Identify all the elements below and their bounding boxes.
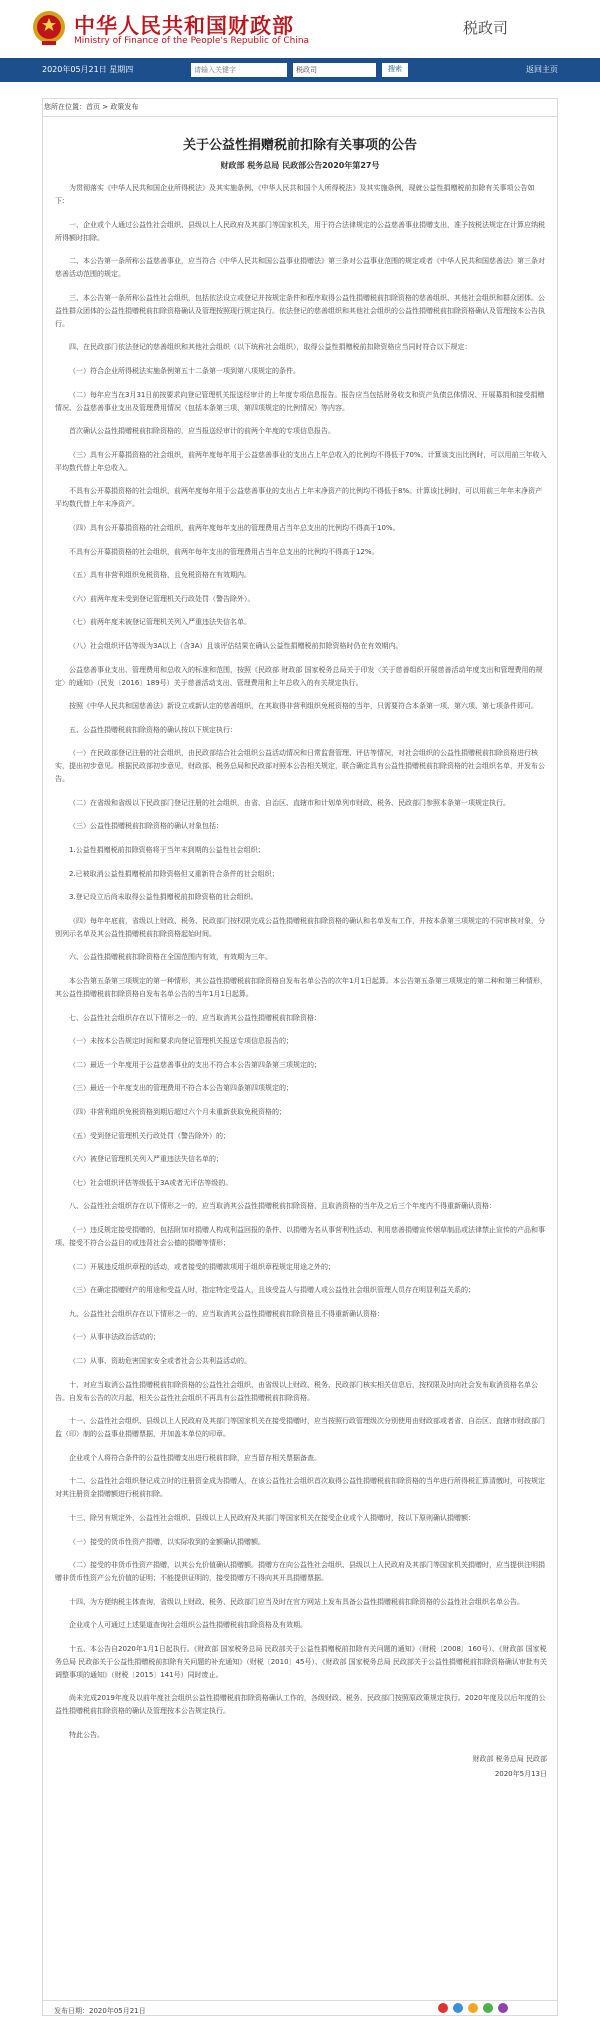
- article-paragraph: 一、企业或个人通过公益性社会组织、县级以上人民政府及其部门等国家机关，用于符合法律规定的公益慈善事业捐赠支出，准予按税法规定在计算应纳税所得额时扣除。: [55, 220, 545, 242]
- article-paragraph: 四、在民政部门依法登记的慈善组织和其他社会组织（以下统称社会组织），取得公益性捐赠税前扣除资格应当同时符合以下规定：: [69, 343, 472, 352]
- article-paragraph: 三、本公告第一条所称公益性社会组织，包括依法设立或登记并按规定条件和程序取得公益性捐赠税前扣除资格的慈善组织、其他社会组织和群众团体。公益性群众团体的公益性捐赠税前扣除资格确认及管理按照现行规定执行。依法登记的慈善组织和其他社会组织的公益性捐赠税前扣除资格确认及管理按本公告执行。: [55, 293, 545, 328]
- article-paragraph: 2.已被取消公益性捐赠税前扣除资格但又重新符合条件的社会组织；: [69, 869, 279, 878]
- national-emblem-icon: [32, 9, 66, 47]
- search-button[interactable]: 搜索: [382, 63, 408, 77]
- article-paragraph: 公益慈善事业支出、管理费用和总收入的标准和范围，按照《民政部 财政部 国家税务总局关于印发〈关于慈善组织开展慈善活动年度支出和管理费用的规定〉的通知》（民发〔2016〕189号）关于慈善活动支出、管理费用和上年总收入的有关规定执行。: [55, 665, 543, 687]
- signatories: 财政部 税务总局 民政部: [472, 1754, 547, 1763]
- article-paragraph: （二）开展违反组织章程的活动，或者接受的捐赠款项用于组织章程规定用途之外的；: [69, 1262, 335, 1271]
- divider: [42, 2000, 558, 2001]
- article-paragraph: （一）符合企业所得税法实施条例第五十二条第一项到第八项规定的条件。: [69, 366, 300, 375]
- article-paragraph: （一）接受的货币性资产捐赠，以实际收到的金额确认捐赠额。: [69, 1537, 265, 1546]
- search-input[interactable]: [191, 63, 287, 77]
- article-paragraph: （二）每年应当在3月31日前按要求向登记管理机关报送经审计的上年度专项信息报告。报告应当包括财务收支和资产负债总体情况、开展募捐和接受捐赠情况、公益慈善事业支出及管理费用情况（包括本条第三项、第四项规定的比例情况）等内容。: [55, 390, 545, 412]
- home-link[interactable]: 返回主页: [526, 65, 558, 74]
- article-paragraph: 十三、除另有规定外，公益性社会组织、县级以上人民政府及其部门等国家机关在接受企业或个人捐赠时，按以下原则确认捐赠额：: [69, 1513, 475, 1522]
- article-paragraph: 七、公益性社会组织存在以下情形之一的，应当取消其公益性捐赠税前扣除资格：: [69, 1013, 321, 1022]
- article-paragraph: 本公告第五条第三项规定的第一种情形，其公益性捐赠税前扣除资格自发布名单公告的次年1月1日起算。本公告第五条第三项规定的第二种和第三种情形，其公益性捐赠税前扣除资格自发布名单公告的当年1月1日起算。: [55, 977, 547, 999]
- top-bar: [0, 58, 600, 82]
- article-paragraph: 八、公益性社会组织存在以下情形之一的，应当取消其公益性捐赠税前扣除资格，且取消资格的当年及之后三个年度内不得重新确认资格：: [69, 1202, 496, 1211]
- article-paragraph: （六）前两年度未受到登记管理机关行政处罚（警告除外）。: [69, 594, 255, 603]
- article-paragraph: 特此公告。: [69, 1731, 104, 1740]
- article-paragraph: 1.公益性捐赠税前扣除资格将于当年末到期的公益性社会组织；: [69, 846, 265, 855]
- article-paragraph: （一）违反规定接受捐赠的，包括附加对捐赠人构成利益回报的条件、以捐赠为名从事营利性活动、利用慈善捐赠宣传烟草制品或法律禁止宣传的产品和事项、接受不符合公益目的或违背社会公德的捐赠等情形；: [55, 1225, 545, 1247]
- article-paragraph: （四）具有公开募捐资格的社会组织，前两年度每年支出的管理费用占当年总支出的比例均不得高于10%。: [69, 523, 400, 532]
- share-toolbar: [438, 2003, 508, 2013]
- article-paragraph: （三）在确定捐赠财产的用途和受益人时，指定特定受益人，且该受益人与捐赠人或公益性社会组织管理人员存在明显利益关系的；: [69, 1286, 475, 1295]
- share-icon[interactable]: [438, 2003, 448, 2013]
- article-paragraph: 不具有公开募捐资格的社会组织，前两年每年支出的管理费用占当年总支出的比例均不得高于12%。: [69, 547, 379, 556]
- article-paragraph: （一）从事非法政治活动的；: [69, 1333, 160, 1342]
- article-paragraph: 为贯彻落实《中华人民共和国企业所得税法》及其实施条例、《中华人民共和国个人所得税法》及其实施条例，现就公益性捐赠税前扣除有关事项公告如下：: [55, 184, 535, 205]
- article-paragraph: （二）从事、资助危害国家安全或者社会公共利益活动的。: [69, 1356, 251, 1365]
- article-paragraph: 按照《中华人民共和国慈善法》新设立或新认定的慈善组织，在其取得非营利组织免税资格的当年，只需要符合本条第一项、第六项、第七项条件即可。: [69, 702, 538, 711]
- share-icon[interactable]: [483, 2003, 493, 2013]
- article-paragraph: 十、对应当取消公益性捐赠税前扣除资格的公益性社会组织，由省级以上财政、税务、民政部门核实相关信息后，按权限及时向社会发布取消资格名单公告。自发布公告的次月起，相关公益性社会组织不再具有公益性捐赠税前扣除资格。: [55, 1380, 538, 1402]
- article-paragraph: （四）每年年底前，省级以上财政、税务、民政部门按权限完成公益性捐赠税前扣除资格的确认和名单发布工作，并按本条第三项规定的不同审核对象，分别列示名单及其公益性捐赠税前扣除资格起始时间。: [55, 916, 545, 938]
- article-paragraph: （三）公益性捐赠税前扣除资格的确认对象包括：: [69, 822, 223, 831]
- site-subtitle: Ministry of Finance of the People's Republic of China: [74, 36, 310, 46]
- publish-date: 发布日期：2020年05月21日: [54, 2007, 146, 2015]
- article-paragraph: （二）最近一个年度用于公益慈善事业的支出不符合本公告第四条第三项规定的；: [69, 1060, 321, 1069]
- article-body: [55, 182, 547, 1783]
- page-title: 关于公益性捐赠税前扣除有关事项的公告: [182, 138, 417, 153]
- article-paragraph: （三）最近一个年度支出的管理费用不符合本公告第四条第四项规定的；: [69, 1084, 293, 1093]
- article-paragraph: 二、本公告第一条所称公益慈善事业，应当符合《中华人民共和国公益事业捐赠法》第三条对公益事业范围的规定或者《中华人民共和国慈善法》第三条对慈善活动范围的规定。: [55, 257, 545, 279]
- document-number: 财政部 税务总局 民政部公告2020年第27号: [220, 161, 380, 170]
- article-paragraph: （七）社会组织评估等级低于3A或者无评估等级的。: [69, 1178, 233, 1187]
- article-paragraph: （一）在民政部登记注册的社会组织，由民政部结合社会组织公益活动情况和日常监督管理、评估等情况，对社会组织的公益性捐赠税前扣除资格进行核实，提出初步意见。根据民政部初步意见，财政部、税务总局和民政部对照本公告相关规定，联合确定具有公益性捐赠税前扣除资格的社会组织名单，并发布公告。: [55, 749, 545, 784]
- article-paragraph: （二）接受的非货币性资产捐赠，以其公允价值确认捐赠额。捐赠方在向公益性社会组织、县级以上人民政府及其部门等国家机关捐赠时，应当提供注明捐赠非货币性资产公允价值的证明；不能提供证明的，接受捐赠方不得向其开具捐赠票据。: [55, 1561, 545, 1583]
- article-paragraph: （六）被登记管理机关列入严重违法失信名单的；: [69, 1155, 223, 1164]
- current-date: 2020年05月21日 星期四: [42, 65, 134, 74]
- article-paragraph: （四）非营利组织免税资格到期后超过六个月未重新获取免税资格的；: [69, 1108, 286, 1116]
- sign-date: 2020年5月13日: [494, 1769, 547, 1778]
- article-paragraph: 3.登记设立后尚未取得公益性捐赠税前扣除资格的社会组织。: [69, 893, 258, 902]
- share-icon[interactable]: [498, 2003, 508, 2013]
- article-paragraph: 十四、为方便纳税主体查询，省级以上财政、税务、民政部门应当及时在官方网站上发布具备公益性捐赠税前扣除资格的公益性社会组织名单公告。: [69, 1597, 524, 1606]
- site-title[interactable]: 中华人民共和国财政部: [74, 14, 294, 38]
- article-paragraph: 十二、公益性社会组织登记成立时的注册资金成为捐赠人，在该公益性社会组织首次取得公益性捐赠税前扣除资格的当年进行所得税汇算清缴时，可按规定对其注册资金捐赠额进行税前扣除。: [55, 1477, 545, 1499]
- article-paragraph: 六、公益性捐赠税前扣除资格在全国范围内有效，有效期为三年。: [69, 953, 272, 962]
- article-paragraph: 九、公益性社会组织存在以下情形之一的，应当取消其公益性捐赠税前扣除资格且不得重新确认资格：: [69, 1309, 384, 1318]
- article-paragraph: （三）具有公开募捐资格的社会组织，前两年度每年用于公益慈善事业的支出占上年总收入的比例均不得低于70%。计算该支出比例时，可以用前三年收入平均数代替上年总收入。: [55, 450, 547, 472]
- article-paragraph: 企业或个人将符合条件的公益性捐赠支出进行税前扣除，应当留存相关票据备查。: [69, 1453, 321, 1462]
- article-paragraph: （一）未按本公告规定时间和要求向登记管理机关报送专项信息报告的；: [69, 1037, 293, 1046]
- article-paragraph: （二）在省级和省级以下民政部门登记注册的社会组织，由省、自治区、直辖市和计划单列市财政、税务、民政部门参照本条第一项规定执行。: [69, 798, 510, 807]
- article-paragraph: （八）社会组织评估等级为3A以上（含3A）且该评估结果在确认公益性捐赠税前扣除资格时仍在有效期内。: [69, 641, 403, 650]
- article-paragraph: 首次确认公益性捐赠税前扣除资格的，应当报送经审计的前两个年度的专项信息报告。: [69, 427, 335, 436]
- share-icon[interactable]: [453, 2003, 463, 2013]
- article-paragraph: 十一、公益性社会组织、县级以上人民政府及其部门等国家机关在接受捐赠时，应当按照行政管理级次分别使用由财政部或者省、自治区、直辖市财政部门监（印）制的公益事业捐赠票据，并加盖本单位的印章。: [55, 1417, 545, 1439]
- site-header: [0, 0, 600, 58]
- share-icon[interactable]: [468, 2003, 478, 2013]
- article-paragraph: 五、公益性捐赠税前扣除资格的确认按以下规定执行：: [69, 725, 237, 734]
- article-paragraph: （五）具有非营利组织免税资格，且免税资格在有效期内。: [69, 571, 251, 580]
- article-paragraph: 企业或个人可通过上述渠道查询社会组织公益性捐赠税前扣除资格及有效期。: [69, 1621, 307, 1630]
- breadcrumb[interactable]: 您所在位置：首页 > 政策发布: [44, 103, 139, 111]
- search-scope-select[interactable]: 税政司: [293, 63, 376, 77]
- article-paragraph: （七）前两年度未被登记管理机关列入严重违法失信名单。: [69, 618, 251, 627]
- article-paragraph: 不具有公开募捐资格的社会组织，前两年度每年用于公益慈善事业的支出占上年末净资产的比例均不得低于8%。计算该比例时，可以用前三年年末净资产平均数代替上年末净资产。: [55, 487, 543, 509]
- article-paragraph: （五）受到登记管理机关行政处罚（警告除外）的；: [69, 1131, 230, 1140]
- article-paragraph: 尚未完成2019年度及以前年度社会组织公益性捐赠税前扣除资格确认工作的，各级财政、税务、民政部门按照原政策规定执行。2020年度及以后年度的公益性捐赠税前扣除资格的确认及管理按本公告规定执行。: [55, 1694, 546, 1716]
- article-paragraph: 十五、本公告自2020年1月1日起执行。《财政部 国家税务总局 民政部关于公益性捐赠税前扣除有关问题的通知》（财税〔2008〕160号）、《财政部 国家税务总局 民政部关于公益性捐赠税前扣除有关问题的补充通知》（财税〔2010〕45号）、《财政部 国家税务总局 民政部关于公益性捐赠税前扣除资格确认审批有关调整事项的通知》（财税〔2015〕141号）同时废止。: [55, 1644, 547, 1679]
- department-name: 税政司: [463, 19, 509, 37]
- divider: [42, 116, 558, 117]
